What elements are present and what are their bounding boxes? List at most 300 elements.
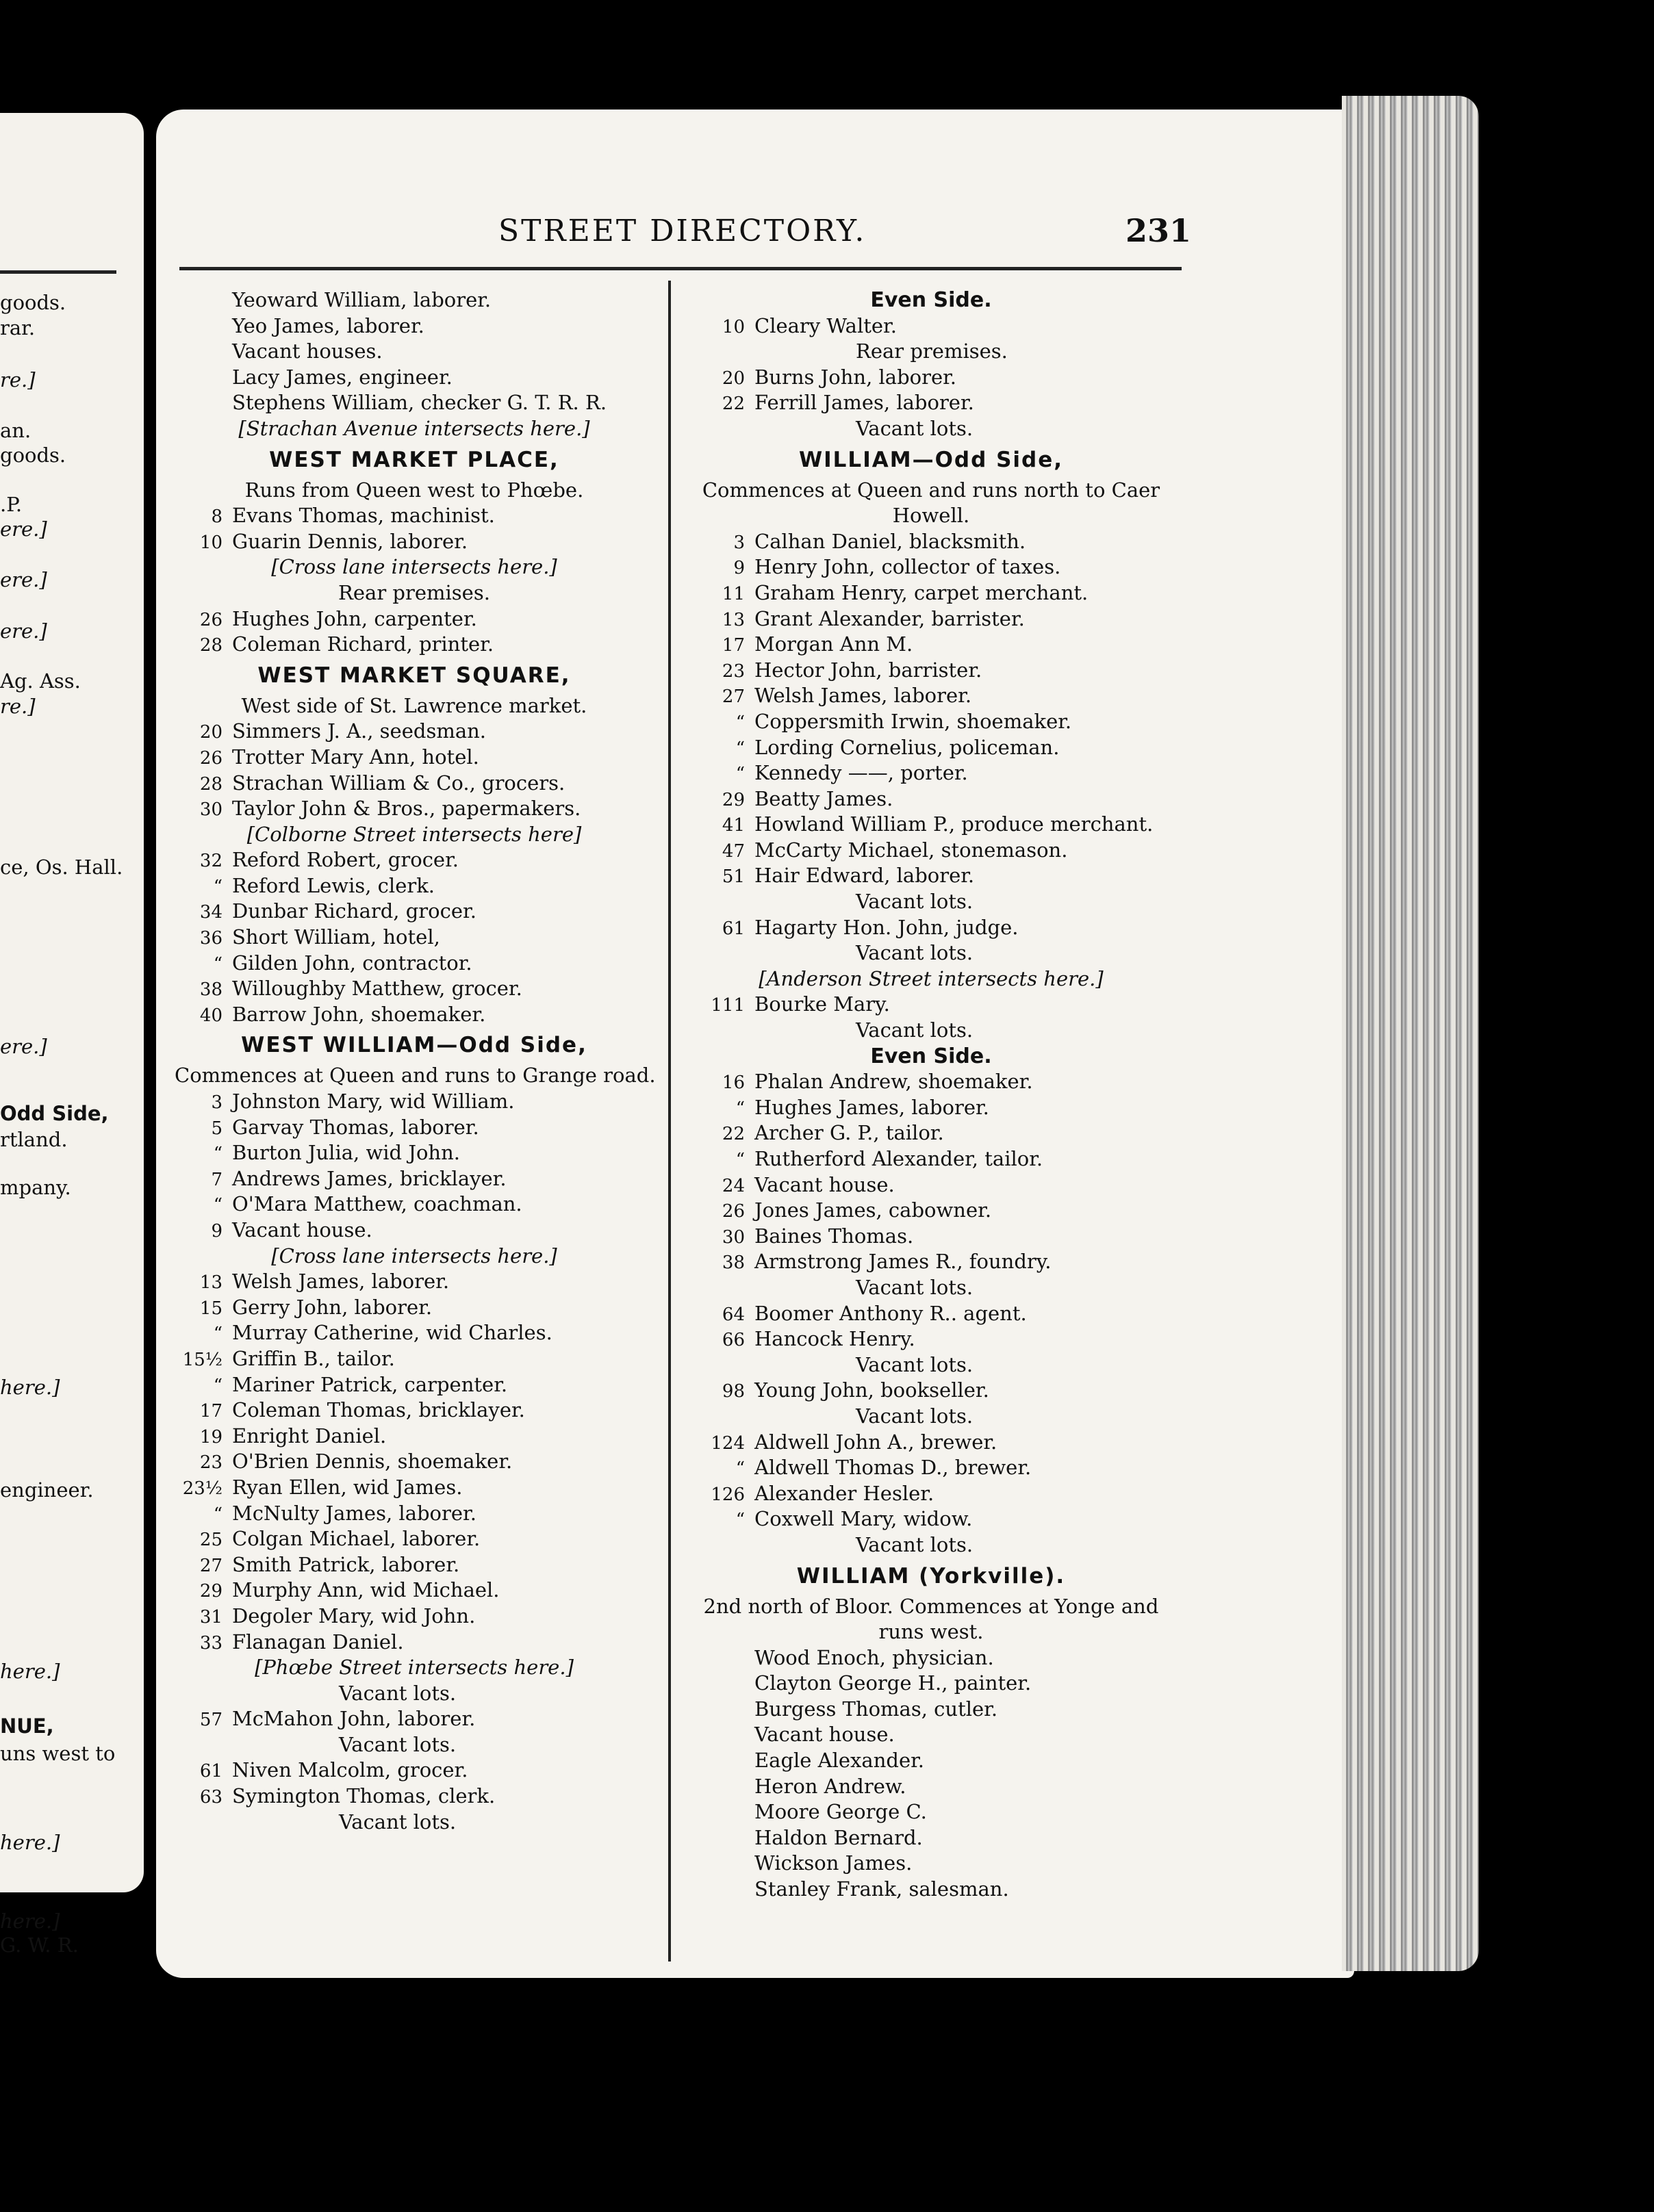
house-number: 29 xyxy=(722,789,745,810)
house-number: 40 xyxy=(199,1005,222,1026)
resident-name: Bourke Mary. xyxy=(754,992,890,1016)
house-number: 32 xyxy=(199,851,222,872)
directory-entry xyxy=(678,1722,1184,1748)
directory-entry xyxy=(175,529,654,555)
directory-entry xyxy=(175,1320,654,1346)
resident-name: Morgan Ann M. xyxy=(754,632,913,656)
resident-name: Guarin Dennis, laborer. xyxy=(232,529,468,553)
directory-entry xyxy=(678,390,1184,416)
resident-name: Beatty James. xyxy=(754,786,893,810)
street-heading: WEST MARKET PLACE, xyxy=(269,447,559,472)
directory-entry xyxy=(678,1430,1184,1456)
resident-name: Alexander Hesler. xyxy=(754,1481,934,1505)
directory-entry xyxy=(175,503,654,529)
resident-name: Haldon Bernard. xyxy=(754,1825,923,1849)
resident-name: Garvay Thomas, laborer. xyxy=(232,1115,479,1139)
resident-name: Gilden John, contractor. xyxy=(232,951,472,975)
directory-entry xyxy=(175,1398,654,1424)
house-number: 27 xyxy=(199,1555,222,1576)
directory-entry xyxy=(678,1249,1184,1275)
facing-page-text: ere.] xyxy=(0,517,47,541)
directory-entry xyxy=(175,1552,654,1578)
resident-name: Coleman Richard, printer. xyxy=(232,632,494,656)
resident-name: Henry John, collector of taxes. xyxy=(754,555,1061,579)
directory-entry xyxy=(175,1501,654,1527)
house-number: “ xyxy=(213,953,222,975)
directory-entry xyxy=(175,796,654,822)
facing-page-text: ere.] xyxy=(0,568,47,591)
house-number: “ xyxy=(213,1144,222,1165)
facing-page-text: Odd Side, xyxy=(0,1102,109,1125)
directory-entry xyxy=(678,1481,1184,1507)
resident-name: Evans Thomas, machinist. xyxy=(232,504,495,528)
facing-page-text: G. W. R. xyxy=(0,1933,79,1957)
directory-entry xyxy=(175,1115,654,1141)
facing-page-text: rar. xyxy=(0,316,36,339)
resident-name: Stephens William, checker G. T. R. R. xyxy=(232,391,607,415)
house-number: 23½ xyxy=(182,1478,222,1499)
directory-entry xyxy=(678,709,1184,735)
facing-page-header-rule xyxy=(0,270,116,274)
house-number: 13 xyxy=(199,1272,222,1294)
resident-name: Short William, hotel, xyxy=(232,925,440,949)
resident-name: Heron Andrew. xyxy=(754,1774,906,1798)
directory-entry xyxy=(678,1645,1184,1671)
intersection-note: [Anderson Street intersects here.] xyxy=(759,966,1104,990)
house-number: “ xyxy=(735,1510,745,1531)
resident-name: Young John, bookseller. xyxy=(754,1378,989,1402)
resident-name: Hagarty Hon. John, judge. xyxy=(754,915,1019,939)
entry-note: Vacant lots. xyxy=(856,1532,974,1556)
side-heading: Even Side. xyxy=(870,1044,992,1068)
directory-entry xyxy=(678,1455,1184,1481)
entry-note: Vacant lots. xyxy=(856,890,974,914)
house-number: 16 xyxy=(722,1072,745,1094)
directory-entry xyxy=(175,847,654,873)
house-number: 98 xyxy=(722,1381,745,1402)
house-number: 27 xyxy=(722,686,745,708)
directory-entry xyxy=(678,812,1184,838)
resident-name: Vacant houses. xyxy=(232,339,383,363)
resident-name: Ferrill James, laborer. xyxy=(754,391,974,415)
resident-name: Yeoward William, laborer. xyxy=(232,288,492,311)
house-number: 36 xyxy=(199,928,222,949)
directory-entry xyxy=(678,1851,1184,1877)
resident-name: Cleary Walter. xyxy=(754,313,897,337)
resident-name: Boomer Anthony R.. agent. xyxy=(754,1301,1027,1325)
resident-name: Stanley Frank, salesman. xyxy=(754,1877,1009,1901)
resident-name: Hair Edward, laborer. xyxy=(754,864,975,888)
entry-note: Vacant lots. xyxy=(339,1732,457,1756)
facing-page-text: here.] xyxy=(0,1660,60,1683)
street-description: Howell. xyxy=(892,504,970,528)
resident-name: Vacant house. xyxy=(754,1172,895,1196)
resident-name: Wickson James. xyxy=(754,1851,913,1875)
directory-entry xyxy=(175,1166,654,1192)
facing-page-text: goods. xyxy=(0,443,66,467)
house-number: 3 xyxy=(733,532,745,553)
directory-entry xyxy=(175,1372,654,1398)
facing-page-text: rtland. xyxy=(0,1128,68,1151)
intersection-note: [Strachan Avenue intersects here.] xyxy=(238,416,590,440)
directory-entry xyxy=(175,287,654,313)
facing-page-text: here.] xyxy=(0,1831,60,1854)
entry-note: Vacant lots. xyxy=(856,1352,974,1376)
house-number: 22 xyxy=(722,1124,745,1145)
house-number: 24 xyxy=(722,1175,745,1196)
resident-name: Hughes John, carpenter. xyxy=(232,606,477,630)
directory-entry xyxy=(678,1877,1184,1903)
resident-name: Andrews James, bricklayer. xyxy=(232,1166,507,1190)
resident-name: Coppersmith Irwin, shoemaker. xyxy=(754,709,1072,733)
directory-entry xyxy=(175,925,654,951)
directory-entry xyxy=(678,1146,1184,1172)
resident-name: Graham Henry, carpet merchant. xyxy=(754,580,1089,604)
entry-note: Vacant lots. xyxy=(339,1810,457,1834)
resident-name: Willoughby Matthew, grocer. xyxy=(232,977,522,1001)
directory-entry xyxy=(678,580,1184,606)
resident-name: Reford Lewis, clerk. xyxy=(232,873,435,897)
house-number: 3 xyxy=(211,1092,222,1114)
house-number: “ xyxy=(735,1150,745,1170)
directory-entry xyxy=(175,1604,654,1630)
facing-page-text: re.] xyxy=(0,695,36,718)
entry-note: Rear premises. xyxy=(856,339,1008,363)
resident-name: Murray Catherine, wid Charles. xyxy=(232,1321,552,1345)
directory-entry xyxy=(678,1069,1184,1095)
street-description: Runs from Queen west to Phœbe. xyxy=(244,478,584,502)
house-number: 30 xyxy=(199,799,222,821)
side-heading: Even Side. xyxy=(870,288,992,312)
street-heading: WILLIAM (Yorkville). xyxy=(796,1563,1066,1589)
house-number: 23 xyxy=(722,660,745,682)
facing-page-text: ere.] xyxy=(0,619,47,643)
resident-name: Dunbar Richard, grocer. xyxy=(232,899,476,923)
directory-entry xyxy=(678,1172,1184,1198)
facing-page-text: ce, Os. Hall. xyxy=(0,856,123,879)
house-number: 41 xyxy=(722,815,745,836)
street-description: Commences at Queen and runs north to Caer xyxy=(702,478,1160,502)
house-number: 47 xyxy=(722,840,745,862)
resident-name: Vacant house. xyxy=(754,1723,895,1747)
house-number: 66 xyxy=(722,1330,745,1351)
entry-note: Rear premises. xyxy=(338,580,490,604)
resident-name: Aldwell Thomas D., brewer. xyxy=(754,1456,1032,1480)
directory-entry xyxy=(175,1526,654,1552)
resident-name: Johnston Mary, wid William. xyxy=(232,1090,515,1114)
resident-name: Ryan Ellen, wid James. xyxy=(232,1475,463,1499)
house-number: 51 xyxy=(722,866,745,888)
page-number: 231 xyxy=(1125,212,1192,249)
resident-name: Burgess Thomas, cutler. xyxy=(754,1697,998,1721)
entry-note: Vacant lots. xyxy=(856,416,974,440)
directory-entry xyxy=(678,863,1184,889)
house-number: “ xyxy=(735,738,745,759)
page-title: STREET DIRECTORY. xyxy=(498,214,867,248)
directory-entry xyxy=(678,1799,1184,1825)
directory-entry xyxy=(175,1002,654,1028)
facing-page-fragment xyxy=(0,113,144,1957)
directory-entry xyxy=(678,632,1184,658)
house-number: 7 xyxy=(211,1169,222,1190)
resident-name: Simmers J. A., seedsman. xyxy=(232,719,487,743)
directory-entry xyxy=(678,365,1184,391)
house-number: “ xyxy=(213,1195,222,1216)
resident-name: Welsh James, laborer. xyxy=(754,684,972,708)
facing-page-text: Ag. Ass. xyxy=(0,669,81,693)
directory-entry xyxy=(175,1475,654,1501)
resident-name: O'Brien Dennis, shoemaker. xyxy=(232,1450,513,1474)
directory-entry xyxy=(175,745,654,771)
resident-name: Wood Enoch, physician. xyxy=(754,1645,994,1669)
directory-entry xyxy=(678,992,1184,1018)
directory-entry xyxy=(175,1449,654,1475)
house-number: 11 xyxy=(722,583,745,604)
house-number: “ xyxy=(735,1098,745,1119)
directory-entry xyxy=(678,1326,1184,1352)
house-number: 126 xyxy=(711,1484,745,1505)
resident-name: Murphy Ann, wid Michael. xyxy=(232,1578,500,1602)
house-number: 23 xyxy=(199,1452,222,1474)
house-number: “ xyxy=(735,712,745,733)
directory-entry xyxy=(678,1671,1184,1697)
right-column xyxy=(678,287,1184,1903)
house-number: “ xyxy=(213,1504,222,1525)
facing-page-text: mpany. xyxy=(0,1176,71,1199)
resident-name: Hector John, barrister. xyxy=(754,658,982,682)
house-number: 26 xyxy=(199,609,222,630)
house-number: 38 xyxy=(722,1252,745,1274)
directory-entry xyxy=(678,1224,1184,1250)
directory-entry xyxy=(175,873,654,899)
directory-entry xyxy=(175,771,654,797)
house-number: “ xyxy=(213,1375,222,1396)
house-number: 19 xyxy=(199,1426,222,1448)
column-divider xyxy=(668,281,671,1962)
resident-name: Burton Julia, wid John. xyxy=(232,1141,460,1165)
house-number: 63 xyxy=(199,1787,222,1808)
entry-note: Vacant lots. xyxy=(339,1681,457,1705)
street-heading: WEST MARKET SQUARE, xyxy=(257,663,571,688)
house-number: 29 xyxy=(199,1581,222,1602)
street-description: runs west. xyxy=(878,1620,984,1644)
house-number: 31 xyxy=(199,1606,222,1628)
house-number: 28 xyxy=(199,773,222,795)
directory-entry xyxy=(175,951,654,977)
house-number: 9 xyxy=(733,558,745,579)
resident-name: Archer G. P., tailor. xyxy=(754,1121,944,1145)
entry-note: Vacant lots. xyxy=(856,1404,974,1428)
directory-entry xyxy=(175,365,654,391)
resident-name: Strachan William & Co., grocers. xyxy=(232,771,565,795)
house-number: 8 xyxy=(211,506,222,528)
entry-note: Vacant lots. xyxy=(856,941,974,965)
resident-name: Eagle Alexander. xyxy=(754,1749,925,1773)
intersection-note: [Colborne Street intersects here] xyxy=(246,822,582,846)
resident-name: Niven Malcolm, grocer. xyxy=(232,1758,468,1782)
directory-entry xyxy=(175,1218,654,1244)
street-description: West side of St. Lawrence market. xyxy=(241,693,587,717)
directory-entry xyxy=(175,1424,654,1450)
left-column xyxy=(175,287,654,1835)
directory-entry xyxy=(175,1269,654,1295)
resident-name: Rutherford Alexander, tailor. xyxy=(754,1147,1043,1170)
entry-note: Vacant lots. xyxy=(856,1275,974,1299)
facing-page-text: goods. xyxy=(0,291,66,314)
resident-name: Lording Cornelius, policeman. xyxy=(754,735,1060,759)
resident-name: Coleman Thomas, bricklayer. xyxy=(232,1398,525,1422)
house-number: 33 xyxy=(199,1632,222,1654)
intersection-note: [Cross lane intersects here.] xyxy=(271,1244,557,1268)
resident-name: Gerry John, laborer. xyxy=(232,1295,433,1319)
directory-entry xyxy=(678,1774,1184,1800)
resident-name: Vacant house. xyxy=(232,1218,372,1242)
resident-name: Colgan Michael, laborer. xyxy=(232,1527,481,1551)
intersection-note: [Cross lane intersects here.] xyxy=(271,555,557,579)
house-number: 20 xyxy=(722,368,745,389)
facing-page-text: re.] xyxy=(0,368,36,391)
directory-entry xyxy=(175,1140,654,1166)
resident-name: Degoler Mary, wid John. xyxy=(232,1604,476,1628)
resident-name: Aldwell John A., brewer. xyxy=(754,1430,997,1454)
resident-name: Hancock Henry. xyxy=(754,1327,915,1351)
house-number: 5 xyxy=(211,1118,222,1139)
directory-entry xyxy=(175,976,654,1002)
house-number: 15 xyxy=(199,1298,222,1319)
house-number: 17 xyxy=(722,635,745,656)
facing-page-text: NUE, xyxy=(0,1714,54,1738)
resident-name: Symington Thomas, clerk. xyxy=(232,1784,496,1808)
directory-entry xyxy=(678,760,1184,786)
facing-page-text: here.] xyxy=(0,1909,60,1933)
page-edges xyxy=(1342,96,1479,1971)
resident-name: Moore George C. xyxy=(754,1800,927,1824)
house-number: 26 xyxy=(722,1201,745,1222)
resident-name: Hughes James, laborer. xyxy=(754,1095,989,1119)
house-number: 30 xyxy=(722,1226,745,1248)
house-number: 13 xyxy=(722,609,745,630)
resident-name: Baines Thomas. xyxy=(754,1224,914,1248)
directory-entry xyxy=(678,1198,1184,1224)
house-number: 124 xyxy=(711,1432,745,1454)
directory-entry xyxy=(175,1630,654,1656)
directory-entry xyxy=(678,313,1184,339)
house-number: 61 xyxy=(722,918,745,939)
resident-name: Trotter Mary Ann, hotel. xyxy=(232,745,479,769)
house-number: 34 xyxy=(199,902,222,923)
directory-entry xyxy=(175,1346,654,1372)
directory-entry xyxy=(175,1758,654,1784)
house-number: 28 xyxy=(199,635,222,656)
resident-name: Coxwell Mary, widow. xyxy=(754,1507,973,1531)
entry-note: Vacant lots. xyxy=(856,1018,974,1042)
house-number: 10 xyxy=(199,532,222,553)
resident-name: Armstrong James R., foundry. xyxy=(754,1250,1052,1274)
directory-entry xyxy=(175,313,654,339)
directory-entry xyxy=(678,1506,1184,1532)
directory-entry xyxy=(175,1784,654,1810)
directory-entry xyxy=(678,1301,1184,1327)
header-rule xyxy=(179,267,1182,270)
resident-name: Smith Patrick, laborer. xyxy=(232,1552,460,1576)
directory-entry xyxy=(175,1089,654,1115)
resident-name: McNulty James, laborer. xyxy=(232,1501,476,1525)
directory-entry xyxy=(678,735,1184,761)
resident-name: Mariner Patrick, carpenter. xyxy=(232,1372,508,1396)
house-number: 25 xyxy=(199,1530,222,1551)
resident-name: Taylor John & Bros., papermakers. xyxy=(232,797,581,821)
street-heading: WILLIAM—Odd Side, xyxy=(798,447,1064,472)
intersection-note: [Phœbe Street intersects here.] xyxy=(255,1656,574,1680)
house-number: 111 xyxy=(711,995,745,1016)
directory-entry xyxy=(678,1378,1184,1404)
house-number: 10 xyxy=(722,316,745,337)
house-number: 22 xyxy=(722,394,745,415)
house-number: 20 xyxy=(199,722,222,743)
resident-name: Barrow John, shoemaker. xyxy=(232,1002,486,1026)
directory-entry xyxy=(175,339,654,365)
street-description: 2nd north of Bloor. Commences at Yonge and xyxy=(703,1594,1159,1618)
house-number: 57 xyxy=(199,1710,222,1731)
resident-name: McCarty Michael, stonemason. xyxy=(754,838,1068,862)
directory-entry xyxy=(678,1697,1184,1723)
directory-entry xyxy=(175,1295,654,1321)
house-number: 38 xyxy=(199,979,222,1001)
house-number: 15½ xyxy=(182,1349,222,1370)
directory-entry xyxy=(678,1825,1184,1851)
facing-page-text: uns west to xyxy=(0,1742,116,1765)
directory-entry xyxy=(678,554,1184,580)
house-number: 17 xyxy=(199,1401,222,1422)
resident-name: Enright Daniel. xyxy=(232,1424,387,1448)
facing-page-text: ere.] xyxy=(0,1035,47,1058)
facing-page-text: an. xyxy=(0,419,31,442)
resident-name: Yeo James, laborer. xyxy=(232,313,424,337)
directory-entry xyxy=(678,683,1184,709)
resident-name: Kennedy ——, porter. xyxy=(754,761,968,785)
directory-entry xyxy=(175,899,654,925)
directory-entry xyxy=(678,838,1184,864)
directory-entry xyxy=(678,606,1184,632)
house-number: 61 xyxy=(199,1761,222,1782)
resident-name: Reford Robert, grocer. xyxy=(232,848,459,872)
resident-name: Flanagan Daniel. xyxy=(232,1630,404,1654)
house-number: 64 xyxy=(722,1304,745,1325)
directory-entry xyxy=(175,1192,654,1218)
house-number: 9 xyxy=(211,1221,222,1242)
house-number: “ xyxy=(735,1458,745,1480)
street-heading: WEST WILLIAM—Odd Side, xyxy=(241,1033,587,1058)
resident-name: Grant Alexander, barrister. xyxy=(754,606,1025,630)
house-number: “ xyxy=(735,764,745,785)
resident-name: Lacy James, engineer. xyxy=(232,365,453,389)
resident-name: Jones James, cabowner. xyxy=(754,1198,992,1222)
directory-entry xyxy=(678,915,1184,941)
directory-entry xyxy=(175,632,654,658)
directory-entry xyxy=(678,658,1184,684)
resident-name: Phalan Andrew, shoemaker. xyxy=(754,1070,1033,1094)
facing-page-text: here.] xyxy=(0,1376,60,1399)
directory-entry xyxy=(175,1578,654,1604)
resident-name: Griffin B., tailor. xyxy=(232,1346,395,1370)
resident-name: Calhan Daniel, blacksmith. xyxy=(754,529,1026,553)
facing-page-text: engineer. xyxy=(0,1478,94,1502)
house-number: 26 xyxy=(199,747,222,769)
directory-entry xyxy=(678,1095,1184,1121)
directory-entry xyxy=(678,529,1184,555)
resident-name: Howland William P., produce merchant. xyxy=(754,812,1154,836)
directory-entry xyxy=(175,606,654,632)
